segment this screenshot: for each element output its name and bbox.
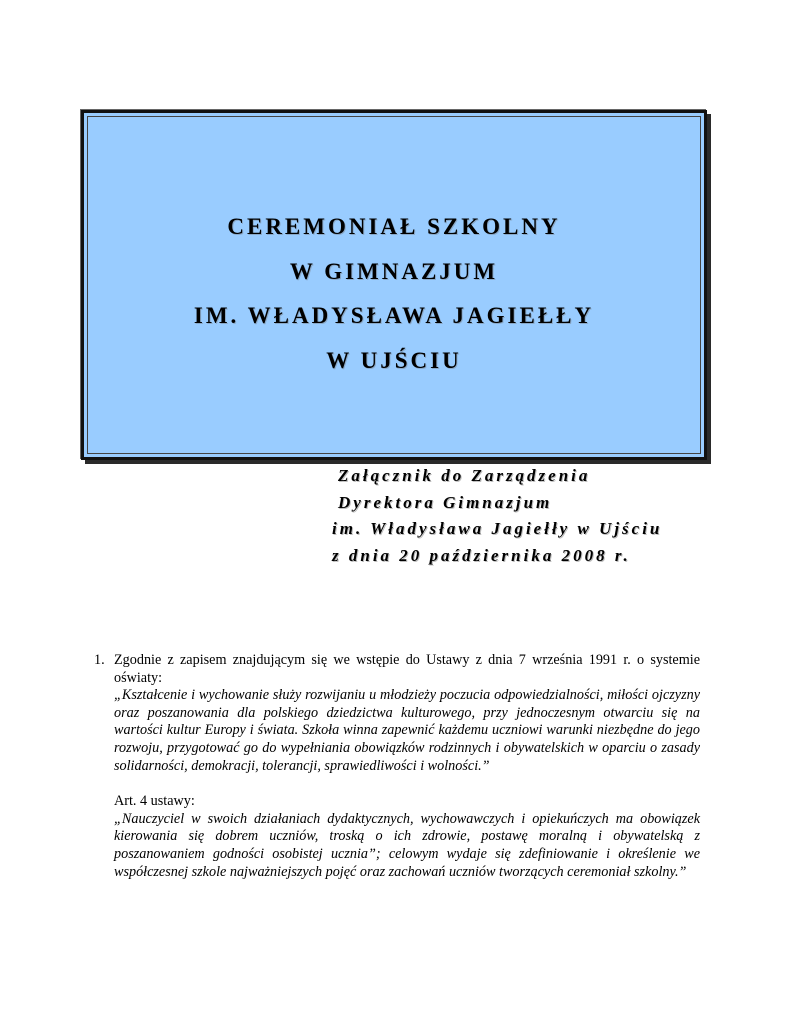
title-line-2: W GIMNAZJUM — [289, 258, 499, 284]
list-item — [94, 652, 700, 881]
education-act-quote: „Kształcenie i wychowanie służy rozwijaniu u młodzieży poczucia odpowiedzialności, miłości ojczyzny oraz poszanowania dla polskiego dziedzictwa kulturowego, przy jednoczesnym otwarciu się na wartości kultur Europy i świata. Szkoła winna zapewnić każdemu uczniowi warunki niezbędne do jego rozwoju, przygotować go do wypełniania obowiązków rodzinnych i obywatelskich w oparciu o zasady solidarności, demokracji, tolerancji, sprawiedliwości i wolności.” — [114, 687, 700, 774]
article-quote: „Nauczyciel w swoich działaniach dydaktycznych, wychowawczych i opiekuńczych ma obowiązek kierowania się dobrem uczniów, troską o ich zdrowie, postawę moralną i obywatelską z poszanowaniem godności osobistej ucznia”; celowym wydaje się zdefiniowanie i określenie we współczesnej szkole najważniejszych pojęć oraz zachowań uczniów tworzących ceremoniał szkolny.” — [114, 810, 700, 880]
title-line-1: CEREMONIAŁ SZKOLNY — [227, 214, 561, 239]
item-lead-text: Zgodnie z zapisem znajdującym się we wstępie do Ustawy z dnia 7 września 1991 r. o systemie oświaty: — [114, 652, 700, 686]
annex-line-3: im. Władysława Jagiełły w Ujściu — [332, 519, 663, 538]
annex-line-1: Załącznik do Zarządzenia — [338, 466, 591, 485]
annex-line-4: z dnia 20 października 2008 r. — [332, 546, 631, 565]
document-body — [94, 652, 700, 881]
title-box — [81, 110, 707, 460]
list-number: 1. — [94, 652, 105, 668]
annex-line-2: Dyrektora Gimnazjum — [338, 493, 553, 512]
document-title — [84, 205, 704, 383]
title-line-4: W UJŚCIU — [326, 347, 462, 373]
article-label: Art. 4 ustawy: — [114, 793, 195, 810]
title-line-3: IM. WŁADYSŁAWA JAGIEŁŁY — [193, 303, 595, 328]
